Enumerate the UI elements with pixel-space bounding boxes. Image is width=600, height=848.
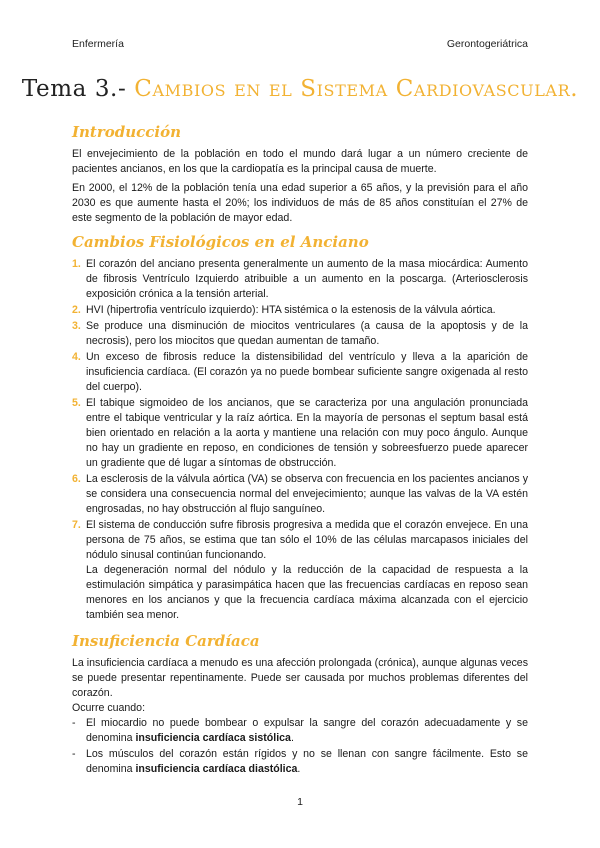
- list-text: El corazón del anciano presenta generalmente un aumento de la masa miocárdica: Aumento de fibrosis Ventrículo Izquierdo atribuible a un aumento en la poscarga. (Arteriosclerosis exposición crónica a la tensión arterial.: [86, 258, 528, 300]
- list-item: [72, 257, 528, 302]
- list-item: [72, 303, 528, 318]
- list-item: [72, 747, 528, 777]
- list-text: Se produce una disminución de miocitos ventriculares (a causa de la apoptosis y de la necrosis), pero los miocitos que quedan aumentan de tamaño.: [86, 320, 528, 347]
- introduction-paragraph-2: En 2000, el 12% de la población tenía una edad superior a 65 años, y la previsión para el año 2030 es que aumente hasta el 20%; los individuos de más de 85 años constituían el 27% de este segmento de la población de mayor edad.: [72, 182, 528, 224]
- header-left: Enfermería: [72, 38, 124, 50]
- list-text: Un exceso de fibrosis reduce la distensibilidad del ventrículo y lleva a la aparición de insuficiencia cardíaca. (El corazón ya no puede bombear suficiente sangre oxigenada al resto del cuerpo).: [86, 351, 528, 393]
- title-number: Tema 3.-: [21, 76, 127, 102]
- introduction-paragraph-1: El envejecimiento de la población en todo el mundo dará lugar a un número creciente de pacientes ancianos, en los que la cardiopatía es la principal causa de muerte.: [72, 148, 528, 175]
- list-item: [72, 396, 528, 471]
- list-number: 6.: [72, 473, 81, 485]
- introduction-heading: Introducción: [72, 123, 182, 141]
- list-number: 2.: [72, 304, 81, 316]
- page-number: 1: [297, 796, 303, 808]
- changes-list: [72, 257, 528, 623]
- changes-heading: Cambios Fisiológicos en el Anciano: [72, 233, 369, 251]
- page-title: [0, 76, 600, 102]
- list-item: [72, 472, 528, 517]
- list-number: 3.: [72, 320, 81, 332]
- failure-list: [72, 716, 528, 777]
- title-subtitle: Cambios en el Sistema Cardiovascular.: [134, 76, 579, 102]
- section-heart-failure: [72, 631, 528, 777]
- list-item: [72, 716, 528, 746]
- list-text: El sistema de conducción sufre fibrosis progresiva a medida que el corazón envejece. En una persona de 75 años, se estima que tan sólo el 10% de las células marcapasos iniciales del nódulo sinusal continúan funcionando.: [86, 519, 528, 561]
- list-text-bold: insuficiencia cardíaca sistólica: [135, 732, 291, 744]
- list-text: La esclerosis de la válvula aórtica (VA) se observa con frecuencia en los pacientes ancianos y se considera una consecuencia normal del envejecimiento; aunque las valvas de la VA estén engrosadas, no hay obstrucción al flujo sanguíneo.: [86, 473, 528, 515]
- header-right: Gerontogeriátrica: [446, 38, 528, 50]
- list-text-end: .: [290, 732, 294, 744]
- dash-marker: -: [72, 717, 76, 729]
- list-text-end: .: [297, 763, 301, 775]
- list-text-bold: insuficiencia cardíaca diastólica: [135, 763, 298, 775]
- failure-paragraph-1: La insuficiencia cardíaca a menudo es una afección prolongada (crónica), aunque algunas veces se puede presentar repentinamente. Puede ser causada por muchos problemas diferentes del corazón.: [72, 657, 528, 699]
- failure-paragraph-2: Ocurre cuando:: [72, 702, 146, 714]
- list-text-continuation: La degeneración normal del nódulo y la reducción de la capacidad de respuesta a la estimulación simpática y parasimpática hacen que las frecuencias cardíacas en reposo sean menores en los ancianos y que la frecuencia cardíaca máxima alcanzada con el ejercicio también sea menor.: [86, 564, 528, 621]
- list-text: Los músculos del corazón están rígidos y no se llenan con sangre fácilmente. Esto se denomina: [86, 748, 528, 775]
- dash-marker: -: [72, 748, 76, 760]
- list-text: El tabique sigmoideo de los ancianos, que se caracteriza por una angulación pronunciada entre el tabique ventricular y la raíz aórtica. En la mayoría de personas el septum basal está bien orientado en relación a la aorta y mantiene una relación con muy poco ángulo. Aunque no hay un gradiente en reposo, en condiciones de tensión y sobreesfuerzo puede aparecer un gradiente que dé lugar a síntomas de obstrucción.: [86, 397, 528, 469]
- list-item: [72, 350, 528, 395]
- failure-heading: Insuficiencia Cardíaca: [72, 632, 260, 650]
- list-item: [72, 319, 528, 349]
- list-number: 5.: [72, 397, 81, 409]
- section-physiological-changes: [72, 232, 528, 623]
- list-item: [72, 518, 528, 623]
- list-text: HVI (hipertrofia ventrículo izquierdo): HTA sistémica o la estenosis de la válvula aórtica.: [86, 304, 496, 316]
- section-introduction: [72, 122, 528, 226]
- list-number: 7.: [72, 519, 81, 531]
- document-body: [72, 122, 528, 783]
- list-text: El miocardio no puede bombear o expulsar la sangre del corazón adecuadamente y se denomina: [86, 717, 528, 744]
- list-number: 1.: [72, 258, 81, 270]
- list-number: 4.: [72, 351, 81, 363]
